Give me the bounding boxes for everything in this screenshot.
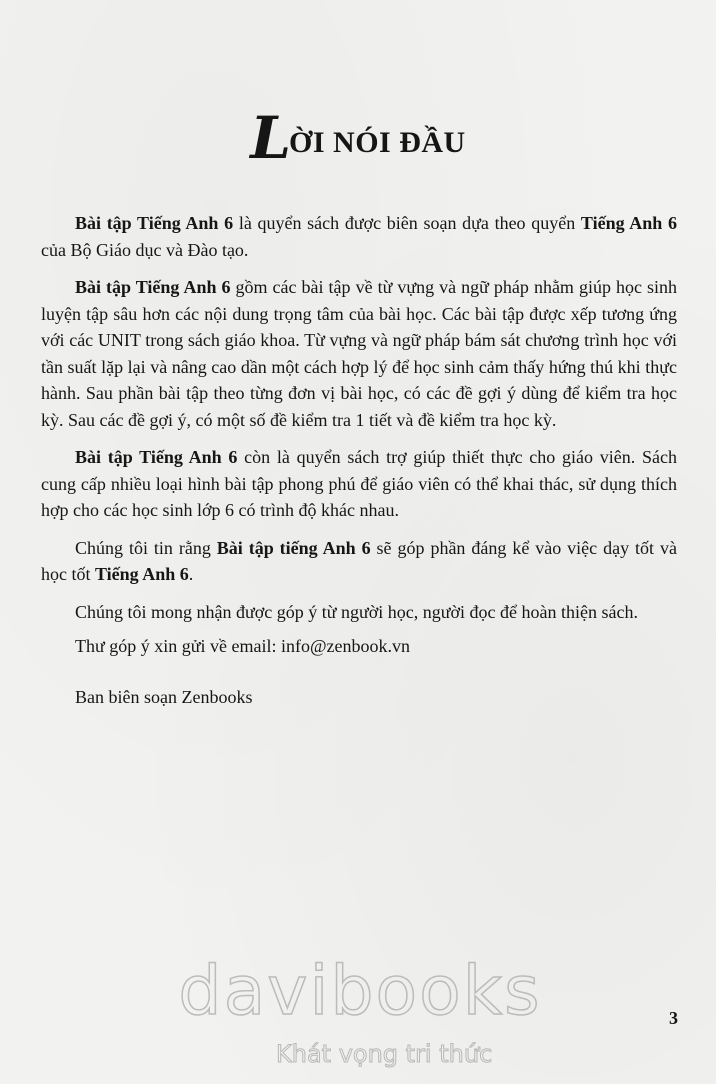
- book-title-bold: Bài tập tiếng Anh 6: [216, 537, 371, 558]
- book-title-bold: Bài tập Tiếng Anh 6: [75, 213, 234, 233]
- paragraph-3: Bài tập Tiếng Anh 6 còn là quyển sách trợ giúp thiết thực cho giáo viên. Sách cung cấp nhiều loại hình bài tập phong phú để giáo viên có thể khai thác, sử dụng thích hợp cho các học sinh lớp 6 có trình độ khác nhau.: [41, 447, 677, 520]
- paragraph-2: Bài tập Tiếng Anh 6 gồm các bài tập về từ vựng và ngữ pháp nhằm giúp học sinh luyện tập sâu hơn các nội dung trọng tâm của bài học. Các bài tập được xếp tương ứng với các UNIT trong sách giáo khoa. Từ vựng và ngữ pháp bám sát chương trình học với tần suất lặp lại và nâng cao dần một cách hợp lý để học sinh cảm thấy hứng thú khi thực hành. Sau phần bài tập theo từng đơn vị bài học, có các đề gợi ý dùng để kiểm tra học kỳ. Sau các đề gợi ý, có một số đề kiểm tra 1 tiết và đề kiểm tra học kỳ.: [41, 277, 677, 430]
- watermark-tagline: Khát vọng tri thức: [276, 1040, 493, 1068]
- textbook-title-bold: Tiếng Anh 6: [95, 564, 189, 584]
- book-title-bold: Bài tập Tiếng Anh 6: [75, 277, 231, 297]
- paragraph-1: Bài tập Tiếng Anh 6 là quyển sách được biên soạn dựa theo quyển Tiếng Anh 6 của Bộ Giáo dục và Đào tạo.: [41, 213, 677, 260]
- page-title: [0, 104, 716, 172]
- book-title-bold: Bài tập Tiếng Anh 6: [75, 447, 238, 467]
- paragraph-6-email: Thư góp ý xin gửi về email: info@zenbook.vn: [75, 636, 411, 656]
- textbook-title-bold: Tiếng Anh 6: [580, 213, 677, 233]
- paragraph-4: Chúng tôi tin rằng Bài tập tiếng Anh 6 sẽ góp phần đáng kể vào việc dạy tốt và học tốt Tiếng Anh 6.: [41, 537, 677, 584]
- watermark-logo: davibooks: [178, 952, 542, 1031]
- preface-body: [41, 210, 677, 721]
- title-text: ỜI NÓI ĐẦU: [289, 126, 466, 159]
- signature: Ban biên soạn Zenbooks: [75, 686, 253, 707]
- title-drop-letter: L: [250, 104, 290, 172]
- paragraph-5: Chúng tôi mong nhận được góp ý từ người học, người đọc để hoàn thiện sách.: [75, 601, 639, 622]
- page-number: 3: [669, 1008, 678, 1028]
